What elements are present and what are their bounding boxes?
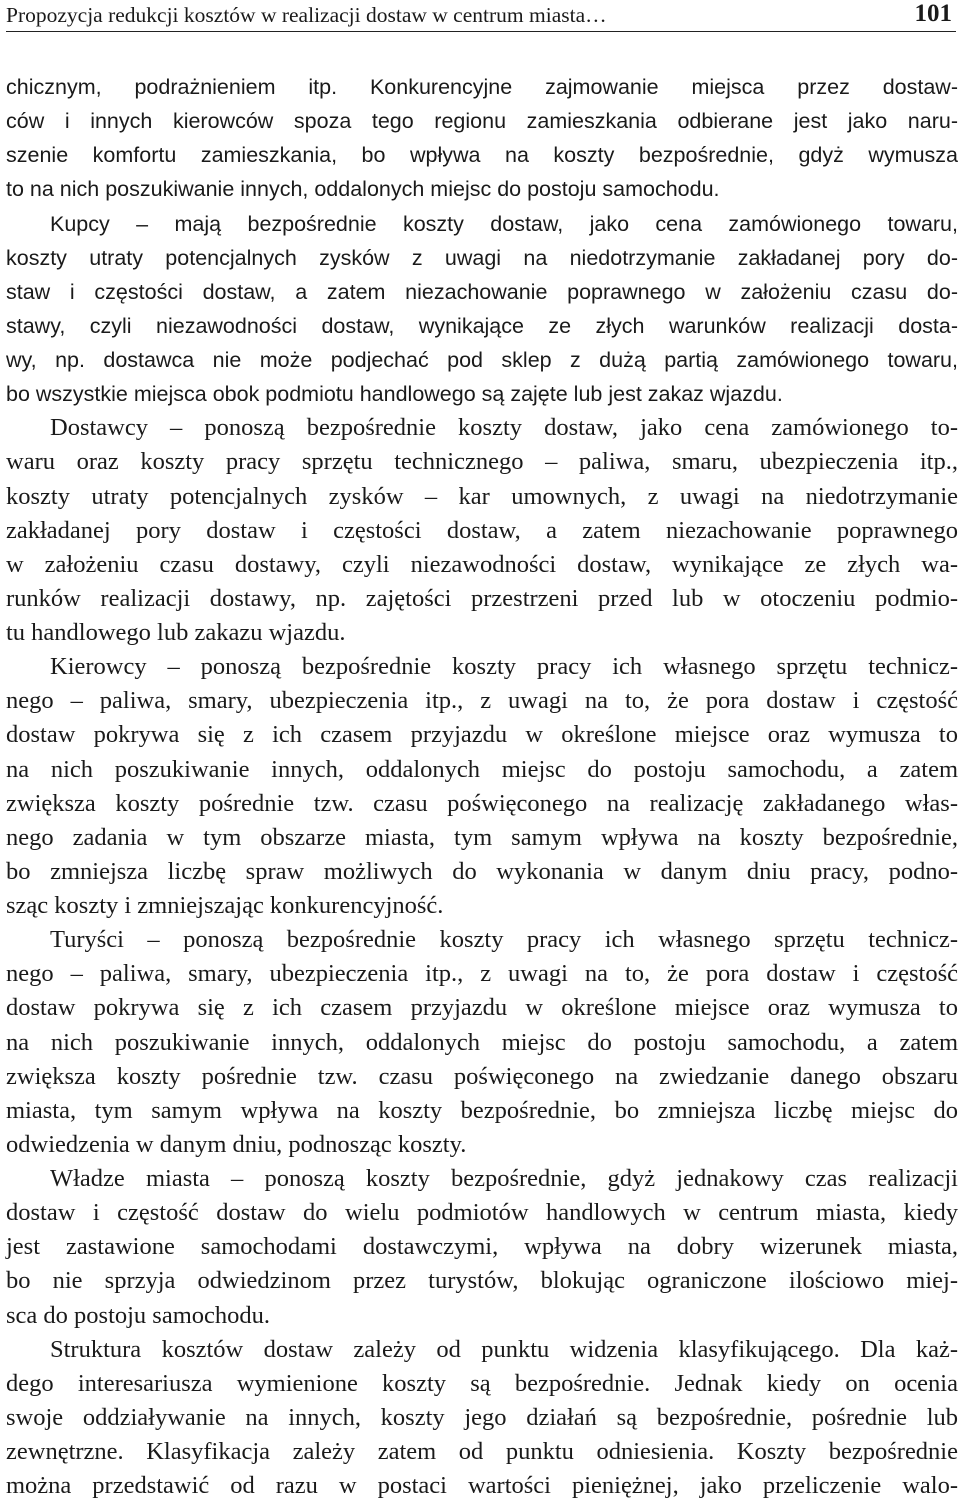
text-line: bo wszystkie miejsca obok podmiotu handlowego są zajęte lub jest zakaz wjazdu.	[6, 382, 783, 407]
text-line: zwiększa koszty pośrednie tzw. czasu poświęconego na realizację zakładanego włas-	[6, 789, 958, 817]
text-line: nego zadania w tym obszarze miasta, tym samym wpływa na koszty bezpośrednie,	[6, 823, 958, 851]
text-line: zakładanej pory dostaw i częstości dostaw, a zatem niezachowanie poprawnego	[6, 516, 958, 544]
text-line: sząc koszty i zmniejszając konkurencyjność.	[6, 892, 444, 919]
text-line: wy, np. dostawca nie może podjechać pod sklep z dużą partią zamówionego towaru,	[6, 348, 958, 372]
text-line: można przedstawić od razu w postaci wartości pieniężnej, jako przeliczenie walo-	[6, 1472, 958, 1500]
text-line: bo nie sprzyja odwiedzinom przez turystów, blokując ograniczone ilościowo miej-	[6, 1267, 958, 1295]
text-line: jest zastawione samochodami dostawczymi, wpływa na dobry wizerunek miasta,	[6, 1233, 958, 1261]
text-line: zewnętrzne. Klasyfikacja zależy zatem od punktu odniesienia. Koszty bezpośrednie	[6, 1438, 958, 1465]
text-line: staw i częstości dostaw, a zatem niezachowanie poprawnego w założeniu czasu do-	[6, 279, 958, 304]
text-line: na nich poszukiwanie innych, oddalonych miejsc do postoju samochodu, a zatem	[6, 1028, 958, 1056]
body-text	[6, 70, 958, 1503]
text-line: dostaw i częstość dostaw do wielu podmiotów handlowych w centrum miasta, kiedy	[6, 1199, 958, 1227]
text-line: w założeniu czasu dostawy, czyli niezawodności dostaw, wynikające ze złych wa-	[6, 550, 958, 578]
text-line: Władze miasta – ponoszą koszty bezpośrednie, gdyż jednakowy czas realizacji	[50, 1165, 958, 1192]
text-line: koszty utraty potencjalnych zysków z uwagi na niedotrzymanie zakładanej pory do-	[6, 245, 958, 270]
page-number: 101	[914, 0, 952, 27]
text-line: runków realizacji dostawy, np. zajętości przestrzeni przed lub w otoczeniu podmio-	[6, 584, 958, 612]
text-line: Struktura kosztów dostaw zależy od punktu widzenia klasyfikującego. Dla każ-	[50, 1335, 958, 1363]
text-line: dostaw pokrywa się z ich czasem przyjazdu w określone miejsce oraz wymusza to	[6, 721, 958, 749]
text-line: Kierowcy – ponoszą bezpośrednie koszty pracy ich własnego sprzętu technicz-	[50, 653, 958, 681]
text-line: odwiedzenia w danym dniu, podnosząc koszty.	[6, 1130, 467, 1158]
text-line: Dostawcy – ponoszą bezpośrednie koszty dostaw, jako cena zamówionego to-	[50, 414, 958, 442]
text-line: na nich poszukiwanie innych, oddalonych miejsc do postoju samochodu, a zatem	[6, 755, 958, 783]
text-line: zwiększa koszty pośrednie tzw. czasu poświęconego na zwiedzanie danego obszaru	[6, 1062, 958, 1090]
text-line: swoje oddziaływanie na innych, koszty jego działań są bezpośrednie, pośrednie lub	[6, 1403, 958, 1431]
text-line: dego interesariusza wymienione koszty są bezpośrednie. Jednak kiedy on ocenia	[6, 1369, 958, 1397]
text-line: Turyści – ponoszą bezpośrednie koszty pracy ich własnego sprzętu technicz-	[50, 926, 958, 954]
text-line: chicznym, podrażnieniem itp. Konkurencyjne zajmowanie miejsca przez dostaw-	[6, 75, 958, 99]
text-line: waru oraz koszty pracy sprzętu technicznego – paliwa, smaru, ubezpieczenia itp.,	[6, 448, 958, 476]
running-header	[6, 0, 956, 32]
text-line: dostaw pokrywa się z ich czasem przyjazdu w określone miejsce oraz wymusza to	[6, 994, 958, 1022]
text-line: to na nich poszukiwanie innych, oddalonych miejsc do postoju samochodu.	[6, 177, 720, 202]
text-line: szenie komfortu zamieszkania, bo wpływa na koszty bezpośrednie, gdyż wymusza	[6, 143, 958, 168]
text-line: tu handlowego lub zakazu wjazdu.	[6, 619, 346, 646]
text-line: ców i innych kierowców spoza tego regionu zamieszkania odbierane jest jako naru-	[6, 109, 958, 134]
text-line: sca do postoju samochodu.	[6, 1301, 271, 1329]
text-line: nego – paliwa, smary, ubezpieczenia itp., z uwagi na to, że pora dostaw i częstość	[6, 687, 958, 715]
header-title: Propozycja redukcji kosztów w realizacji dostaw w centrum miasta…	[6, 3, 607, 27]
text-line: bo zmniejsza liczbę spraw możliwych do wykonania w danym dniu pracy, podno-	[6, 857, 958, 885]
text-line: koszty utraty potencjalnych zysków – kar umownych, z uwagi na niedotrzymanie	[6, 482, 958, 510]
text-line: nego – paliwa, smary, ubezpieczenia itp., z uwagi na to, że pora dostaw i częstość	[6, 960, 958, 988]
text-line: miasta, tym samym wpływa na koszty bezpośrednie, bo zmniejsza liczbę miejsc do	[6, 1096, 958, 1124]
text-line: stawy, czyli niezawodności dostaw, wynikające ze złych warunków realizacji dosta-	[6, 313, 958, 338]
text-line: Kupcy – mają bezpośrednie koszty dostaw, jako cena zamówionego towaru,	[50, 211, 958, 236]
